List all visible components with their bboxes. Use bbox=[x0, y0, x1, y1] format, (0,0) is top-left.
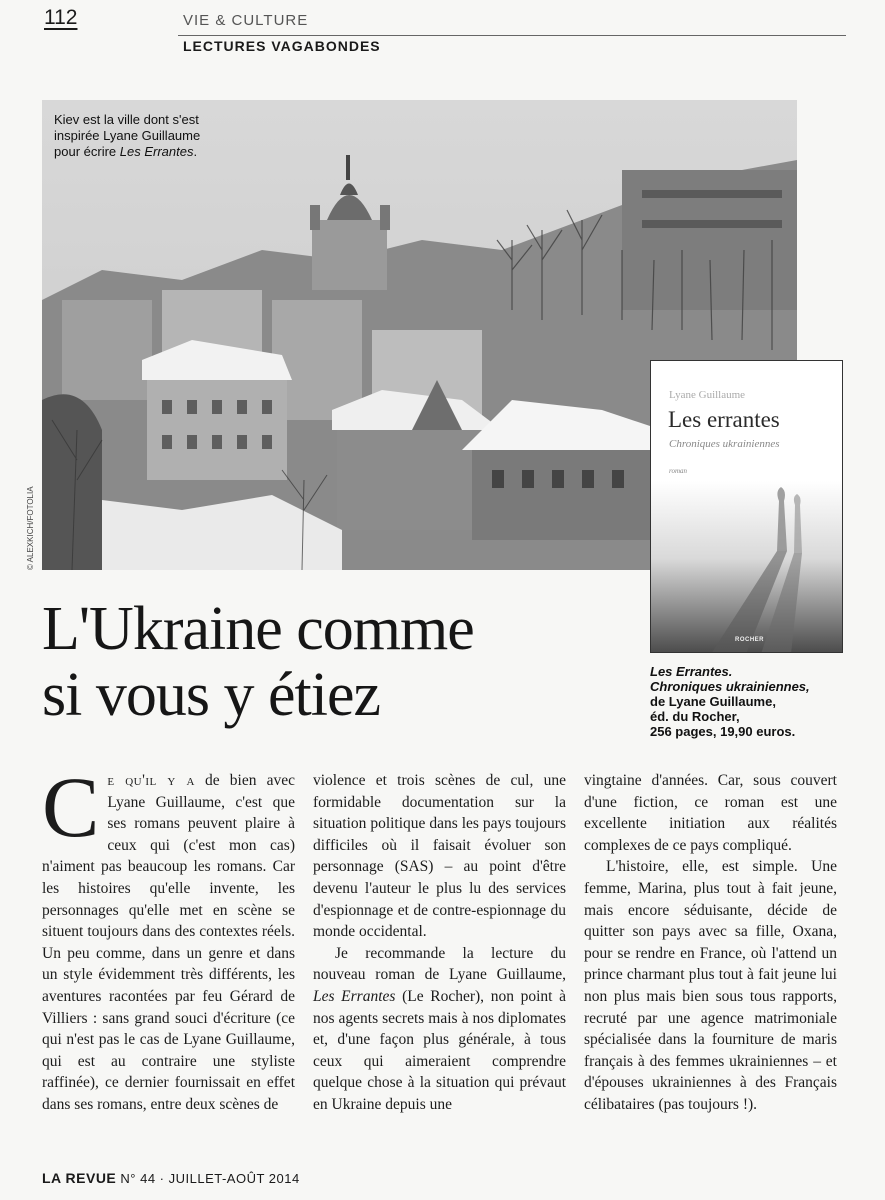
article-column-2: violence et trois scènes de cul, une formidable documentation sur la situation politique dans les pays toujours difficiles où il faisait évoluer son personnage (SAS) – au point d'être devenu l'auteur le plus lu des services d'espionnage et de contre-espionnage du monde occidental. Je recommande la lecture du nouveau roman de Lyane Guillaume, Les Errantes (Le Rocher), non point à nos agents secrets mais à nos diplomates et, d'une façon plus générale, à tous ceux qui aimeraient comprendre quelque chose à la situation qui prévaut en Ukraine depuis une bbox=[313, 772, 566, 1113]
section-subrubric: LECTURES VAGABONDES bbox=[183, 38, 381, 54]
book-info: Les Errantes. Chroniques ukrainiennes, de Lyane Guillaume, éd. du Rocher, 256 pages, 19,90 euros. bbox=[650, 664, 810, 739]
article-column-1: Ce qu'il y a de bien avec Lyane Guillaume, c'est que ses romans peuvent plaire à ceux qui (c'est mon cas) n'aiment pas beaucoup les romans. Car les histoires qu'elle invente, les personnages qu'elle met en scène se situent toujours dans des contextes réels. Un peu comme, dans un genre et dans un style évidemment très différents, les aventures racontées par feu Gérard de Villiers : sans grand souci d'écriture (ce qui n'est pas le cas de Lyane Guillaume, qui est au contraire une styliste raffinée), ce dernier fournissait en effet dans ses romans, entre deux scènes de bbox=[42, 759, 295, 1113]
page-footer: LA REVUE N° 44 · JUILLET-AOÛT 2014 bbox=[42, 1170, 300, 1186]
drop-cap: C bbox=[42, 759, 100, 855]
article-headline: L'Ukraine comme si vous y étiez bbox=[42, 595, 474, 729]
book-cover-art bbox=[651, 481, 843, 653]
book-cover-author: Lyane Guillaume bbox=[669, 389, 746, 401]
photo-caption: Kiev est la ville dont s'est inspirée Lyane Guillaume pour écrire Les Errantes. bbox=[54, 112, 201, 159]
page-number: 112 bbox=[44, 6, 78, 29]
book-cover bbox=[650, 360, 843, 653]
book-cover-publisher: ROCHER bbox=[735, 637, 765, 643]
book-cover-title: Les errantes bbox=[668, 407, 780, 432]
section-rubric: VIE & CULTURE bbox=[183, 12, 309, 29]
photo-credit: © ALEXKICH/FOTOLIA bbox=[26, 486, 35, 570]
article-column-3: vingtaine d'années. Car, sous couvert d'une fiction, ce roman est une excellente initiation aux réalités complexes de ce pays compliqué. L'histoire, elle, est simple. Une femme, Marina, plus tout à fait jeune, mais encore séduisante, décide de quitter son pays avec sa fille, Oxana, pour se rendre en France, où l'attend un prince charmant plus tout à fait jeune lui non plus mais bien sous tous rapports, recruté par une agence matrimoniale spécialisée dans la fourniture de maris français à des femmes ukrainiennes – et d'épouses ukrainiennes à des Français célibataires (pas toujours !). bbox=[584, 772, 837, 1113]
header-rule bbox=[178, 35, 846, 36]
book-cover-subtitle: Chroniques ukrainiennes bbox=[669, 438, 780, 450]
book-cover-genre: roman bbox=[669, 467, 688, 475]
